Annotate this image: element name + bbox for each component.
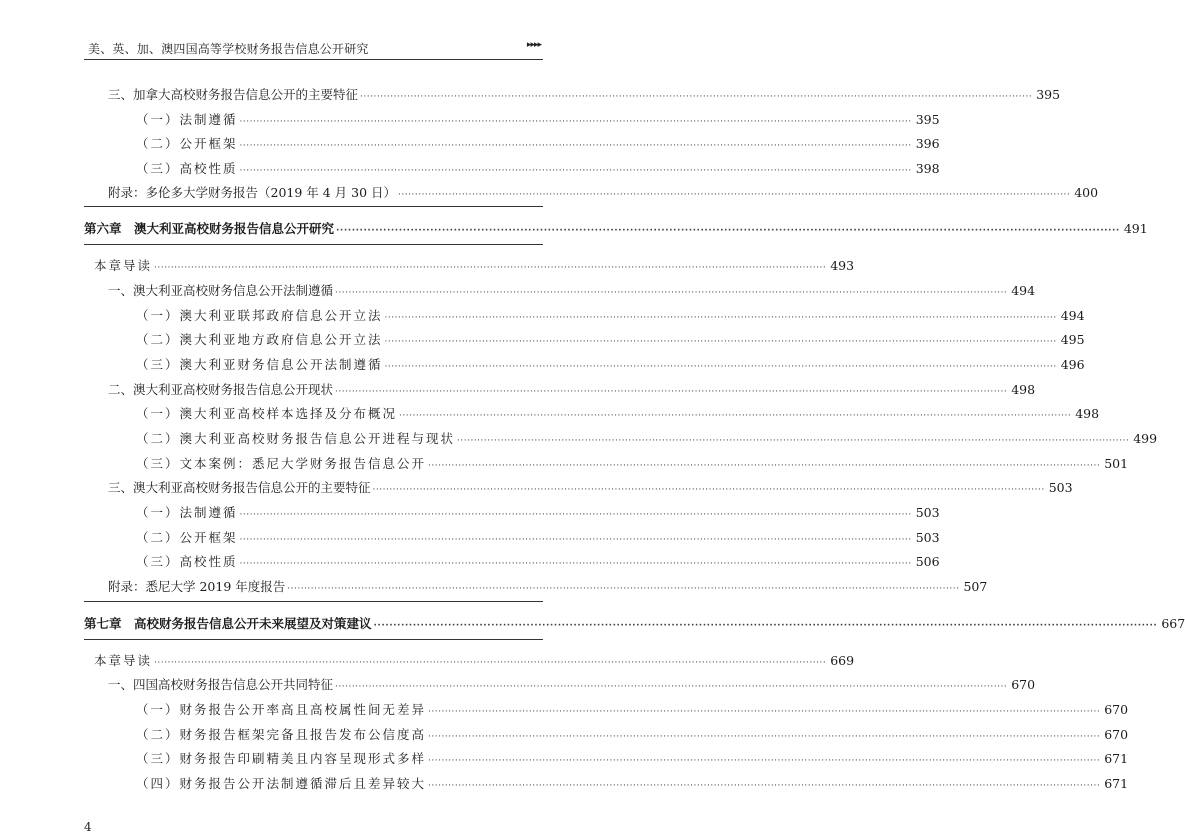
toc-entry-page: 494 bbox=[1011, 283, 1036, 298]
leader-dots: ········································································································································································································ bbox=[154, 263, 827, 273]
toc-entry-label: （二）财务报告框架完备且报告发布公信度高 bbox=[136, 727, 427, 742]
toc-entry-page: 670 bbox=[1011, 677, 1036, 692]
leader-dots: ········································································································································································································ bbox=[335, 288, 1008, 298]
toc-entry-page: 395 bbox=[1036, 87, 1061, 102]
toc-entry-page: 503 bbox=[915, 530, 940, 545]
toc-entry[interactable] bbox=[84, 551, 940, 573]
toc-entry[interactable] bbox=[84, 354, 1085, 376]
leader-dots: ········································································································································································································ bbox=[428, 732, 1101, 742]
chapter-rule bbox=[84, 639, 543, 640]
toc-entry-label: 本章导读 bbox=[94, 258, 153, 273]
toc-entry-page: 670 bbox=[1104, 727, 1129, 742]
leader-dots: ········································································································································································································ bbox=[335, 682, 1008, 692]
leader-dots: ········································································································································································································ bbox=[239, 535, 912, 545]
toc-entry-label: 第七章 高校财务报告信息公开未来展望及对策建议 bbox=[84, 616, 372, 631]
toc-entry-label: （一）财务报告公开率高且高校属性间无差异 bbox=[136, 702, 427, 717]
toc-entry-page: 506 bbox=[915, 554, 940, 569]
toc-entry-page: 395 bbox=[915, 112, 940, 127]
toc-entry[interactable] bbox=[84, 158, 940, 180]
toc-entry[interactable] bbox=[84, 527, 940, 549]
toc-entry[interactable] bbox=[84, 502, 940, 524]
leader-dots: ········································································································································································································ bbox=[239, 510, 912, 520]
leader-dots: ········································································································································································································ bbox=[428, 707, 1101, 717]
header-rule bbox=[84, 59, 543, 60]
leader-dots: ········································································································································································································ bbox=[384, 362, 1057, 372]
toc-entry[interactable] bbox=[84, 403, 1100, 425]
toc-entry[interactable] bbox=[84, 674, 1036, 696]
toc-entry-label: （一）澳大利亚高校样本选择及分布概况 bbox=[136, 406, 398, 421]
leader-dots: ········································································································································································································ bbox=[335, 387, 1008, 397]
toc-entry-label: （四）财务报告公开法制遵循滞后且差异较大 bbox=[136, 776, 427, 791]
toc-entry-page: 507 bbox=[963, 579, 988, 594]
toc-entry-page: 495 bbox=[1060, 332, 1085, 347]
toc-entry-page: 498 bbox=[1075, 406, 1100, 421]
leader-dots: ········································································································································································································ bbox=[154, 658, 827, 668]
toc-chapter-entry[interactable] bbox=[84, 613, 1185, 635]
toc-entry-page: 396 bbox=[915, 136, 940, 151]
toc-entry[interactable] bbox=[84, 329, 1085, 351]
page-number: 4 bbox=[84, 820, 92, 834]
toc-entry[interactable] bbox=[84, 84, 1061, 106]
leader-dots: ········································································································································································································ bbox=[372, 485, 1045, 495]
toc-entry-label: （三）财务报告印刷精美且内容呈现形式多样 bbox=[136, 751, 427, 766]
toc-entry[interactable] bbox=[84, 428, 1158, 450]
toc-entry-page: 493 bbox=[830, 258, 855, 273]
toc-entry[interactable] bbox=[84, 650, 855, 672]
toc-entry-page: 671 bbox=[1104, 751, 1129, 766]
toc-entry-page: 670 bbox=[1104, 702, 1129, 717]
toc-entry[interactable] bbox=[84, 477, 1073, 499]
toc-chapter-entry[interactable] bbox=[84, 218, 1148, 240]
leader-dots: ········································································································································································································ bbox=[360, 92, 1033, 102]
toc-entry[interactable] bbox=[84, 724, 1129, 746]
toc-entry-label: （一）澳大利亚联邦政府信息公开立法 bbox=[136, 308, 383, 323]
toc-entry-label: 附录：多伦多大学财务报告（2019 年 4 月 30 日） bbox=[108, 185, 397, 200]
toc-entry-label: 二、澳大利亚高校财务报告信息公开现状 bbox=[108, 382, 334, 397]
toc-entry-label: 第六章 澳大利亚高校财务报告信息公开研究 bbox=[84, 221, 335, 236]
toc-entry-label: （二）公开框架 bbox=[136, 530, 238, 545]
toc-entry-label: 一、四国高校财务报告信息公开共同特征 bbox=[108, 677, 334, 692]
leader-dots: ········································································································································································································ bbox=[239, 559, 912, 569]
leader-dots: ········································································································································································································ bbox=[398, 190, 1071, 200]
toc-entry[interactable] bbox=[84, 182, 1099, 204]
chapter-rule bbox=[84, 601, 543, 602]
toc-entry-label: （三）高校性质 bbox=[136, 554, 238, 569]
toc-entry-page: 400 bbox=[1074, 185, 1099, 200]
toc-entry-page: 494 bbox=[1060, 308, 1085, 323]
toc-entry-page: 503 bbox=[915, 505, 940, 520]
toc-entry[interactable] bbox=[84, 133, 940, 155]
toc-entry[interactable] bbox=[84, 773, 1129, 795]
leader-dots: ········································································································································································································ bbox=[239, 117, 912, 127]
toc-entry-page: 498 bbox=[1011, 382, 1036, 397]
leader-dots: ········································································································································································································ bbox=[384, 313, 1057, 323]
leader-dots: ········································································································································································································ bbox=[336, 226, 1120, 236]
book-title: 美、英、加、澳四国高等学校财务报告信息公开研究 bbox=[88, 42, 369, 56]
toc-entry-page: 671 bbox=[1104, 776, 1129, 791]
toc-entry-label: （二）公开框架 bbox=[136, 136, 238, 151]
leader-dots: ········································································································································································································ bbox=[373, 621, 1158, 631]
toc-entry-label: （一）法制遵循 bbox=[136, 505, 238, 520]
toc-entry-label: 三、澳大利亚高校财务报告信息公开的主要特征 bbox=[108, 480, 371, 495]
leader-dots: ········································································································································································································ bbox=[428, 756, 1101, 766]
leader-dots: ········································································································································································································ bbox=[428, 781, 1101, 791]
leader-dots: ········································································································································································································ bbox=[399, 411, 1072, 421]
toc-entry-page: 669 bbox=[830, 653, 855, 668]
toc-entry-page: 501 bbox=[1104, 456, 1129, 471]
toc-entry[interactable] bbox=[84, 305, 1085, 327]
toc-entry-page: 496 bbox=[1060, 357, 1085, 372]
chapter-rule bbox=[84, 206, 543, 207]
leader-dots: ········································································································································································································ bbox=[428, 461, 1101, 471]
toc-entry-page: 667 bbox=[1161, 616, 1185, 631]
toc-entry-label: （三）高校性质 bbox=[136, 161, 238, 176]
toc-entry-label: 本章导读 bbox=[94, 653, 153, 668]
toc-entry-label: 附录：悉尼大学 2019 年度报告 bbox=[108, 579, 286, 594]
toc-entry-page: 499 bbox=[1133, 431, 1158, 446]
header-arrows: ▸▸▸▸ bbox=[526, 40, 541, 50]
running-header bbox=[84, 38, 543, 60]
toc-entry-label: （二）澳大利亚高校财务报告信息公开进程与现状 bbox=[136, 431, 456, 446]
toc-entry[interactable] bbox=[84, 453, 1129, 475]
toc-entry[interactable] bbox=[84, 576, 988, 598]
toc-entry-label: 一、澳大利亚高校财务信息公开法制遵循 bbox=[108, 283, 334, 298]
toc-entry-page: 503 bbox=[1048, 480, 1073, 495]
leader-dots: ········································································································································································································ bbox=[239, 141, 912, 151]
chapter-rule bbox=[84, 244, 543, 245]
leader-dots: ········································································································································································································ bbox=[457, 436, 1130, 446]
toc-entry-page: 491 bbox=[1123, 221, 1148, 236]
toc-entry-page: 398 bbox=[915, 161, 940, 176]
toc-entry-label: （一）法制遵循 bbox=[136, 112, 238, 127]
toc-entry[interactable] bbox=[84, 255, 855, 277]
toc-entry-label: （三）澳大利亚财务信息公开法制遵循 bbox=[136, 357, 383, 372]
leader-dots: ········································································································································································································ bbox=[239, 166, 912, 176]
leader-dots: ········································································································································································································ bbox=[384, 337, 1057, 347]
toc-entry[interactable] bbox=[84, 109, 940, 131]
toc-entry[interactable] bbox=[84, 379, 1036, 401]
toc-entry-label: （二）澳大利亚地方政府信息公开立法 bbox=[136, 332, 383, 347]
toc-entry[interactable] bbox=[84, 280, 1036, 302]
toc-entry-label: （三）文本案例：悉尼大学财务报告信息公开 bbox=[136, 456, 427, 471]
toc-entry[interactable] bbox=[84, 748, 1129, 770]
toc-entry[interactable] bbox=[84, 699, 1129, 721]
leader-dots: ········································································································································································································ bbox=[287, 584, 960, 594]
toc-entry-label: 三、加拿大高校财务报告信息公开的主要特征 bbox=[108, 87, 359, 102]
